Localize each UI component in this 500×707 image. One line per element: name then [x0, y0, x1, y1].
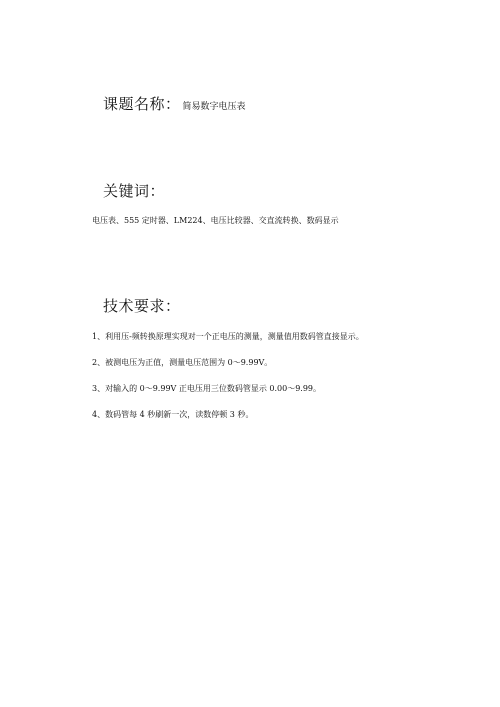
title-value: 简易数字电压表: [182, 102, 246, 112]
title-label: 课题名称：: [103, 95, 181, 113]
requirements-heading: 技术要求：: [103, 297, 181, 315]
keywords-text: 电压表、555 定时器、LM224、电压比较器、交直流转换、数码显示: [92, 216, 339, 225]
requirements-list: [92, 331, 364, 435]
title-row: [103, 93, 246, 114]
requirement-item: 1、利用压-频转换原理实现对一个正电压的测量，测量值用数码管直接显示。: [92, 332, 364, 341]
keywords-heading: 关键词：: [103, 182, 166, 200]
requirement-item: 4、数码管每 4 秒刷新一次，读数停顿 3 秒。: [92, 410, 254, 419]
requirement-item: 3、对输入的 0～9.99V 正电压用三位数码管显示 0.00～9.99。: [92, 384, 322, 393]
requirement-item: 2、被测电压为正值，测量电压范围为 0～9.99V。: [92, 358, 273, 367]
